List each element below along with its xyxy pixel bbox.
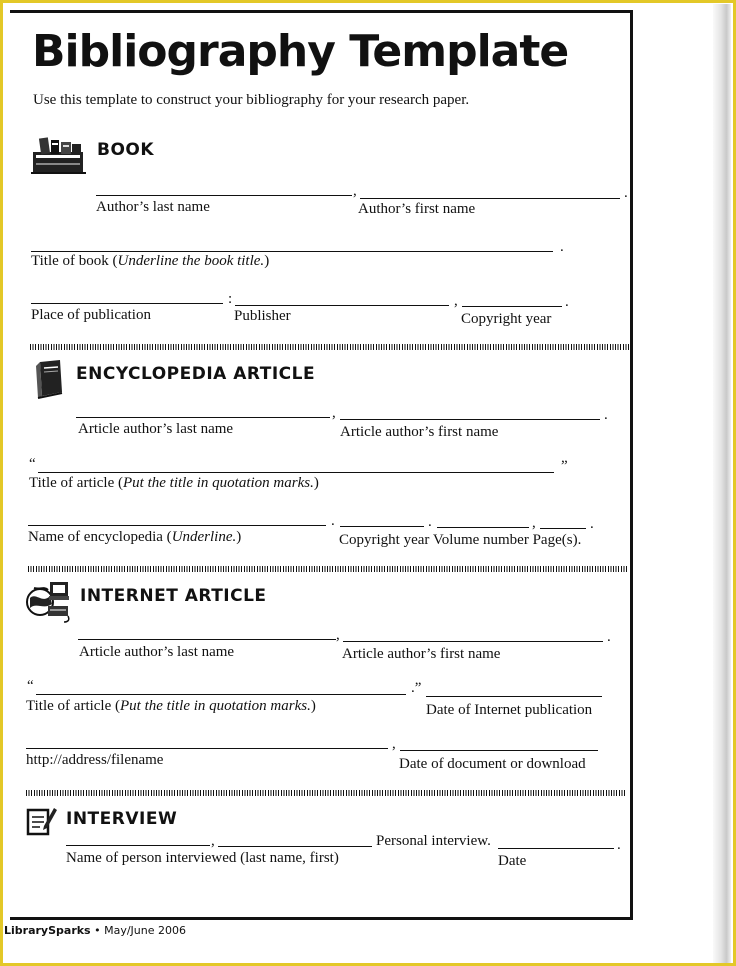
interview-person-last-line[interactable] — [66, 845, 210, 846]
period: . — [565, 294, 569, 310]
book-heading: BOOK — [97, 140, 155, 160]
internet-heading: INTERNET ARTICLE — [80, 586, 267, 606]
book-publisher-label: Publisher — [234, 308, 291, 324]
int-address-label: http://address/filename — [26, 752, 164, 768]
int-title-label: Title of article (Put the title in quotation marks.) — [26, 698, 316, 714]
book-title-label: Title of book (Underline the book title.) — [31, 253, 270, 269]
int-author-first-line[interactable] — [343, 641, 603, 642]
int-pub-date-label: Date of Internet publication — [426, 702, 593, 718]
intro-text: Use this template to construct your bibliography for your research paper. — [33, 92, 470, 108]
book-copyright-label: Copyright year — [461, 311, 552, 327]
footer-bullet: • — [94, 924, 101, 937]
footer-credit — [4, 924, 186, 937]
notepad-pencil-icon — [24, 804, 58, 838]
book-place-label: Place of publication — [31, 307, 151, 323]
comma: , — [211, 833, 215, 849]
interview-date-line[interactable] — [498, 848, 614, 849]
int-title-line[interactable] — [36, 694, 406, 695]
enc-copyright-line[interactable] — [340, 526, 424, 527]
enc-details-label: Copyright year Volume number Page(s). — [339, 532, 582, 548]
interview-person-label: Name of person interviewed (last name, first) — [66, 850, 339, 866]
footer-issue: May/June 2006 — [104, 924, 187, 937]
period: . — [590, 516, 594, 532]
comma: , — [454, 293, 458, 309]
open-quote: “ — [29, 456, 36, 472]
period: . — [607, 629, 611, 645]
comma: , — [392, 736, 396, 752]
int-author-last-label: Article author’s last name — [79, 644, 235, 660]
period: . — [560, 239, 564, 255]
books-icon — [30, 132, 88, 176]
int-author-first-label: Article author’s first name — [342, 646, 501, 662]
enc-volume-line[interactable] — [437, 527, 529, 528]
section-divider — [26, 790, 626, 796]
period: . — [624, 185, 628, 201]
open-quote: “ — [27, 678, 34, 694]
enc-name-line[interactable] — [28, 525, 326, 526]
encyclopedia-heading: ENCYCLOPEDIA ARTICLE — [76, 364, 316, 384]
int-author-last-line[interactable] — [78, 639, 336, 640]
enc-author-last-label: Article author’s last name — [78, 421, 234, 437]
comma: , — [336, 627, 340, 643]
computer-globe-icon — [24, 578, 72, 624]
period: . — [617, 837, 621, 853]
book-publisher-line[interactable] — [235, 305, 449, 306]
int-download-date-label: Date of document or download — [399, 756, 586, 772]
period: . — [604, 407, 608, 423]
int-download-date-line[interactable] — [400, 750, 598, 751]
colon: : — [228, 291, 233, 307]
section-divider — [30, 344, 630, 350]
section-divider — [28, 566, 628, 572]
period: . — [428, 514, 432, 530]
enc-pages-line[interactable] — [540, 528, 586, 529]
comma: , — [532, 515, 536, 531]
page-edge-shadow — [713, 4, 731, 964]
book-author-first-label: Author’s first name — [358, 201, 476, 217]
enc-title-label: Title of article (Put the title in quotation marks.) — [29, 475, 319, 491]
enc-author-first-line[interactable] — [340, 419, 600, 420]
interview-heading: INTERVIEW — [66, 809, 178, 829]
book-place-line[interactable] — [31, 303, 223, 304]
footer-brand: LibrarySparks — [4, 924, 91, 937]
book-title-line[interactable] — [31, 251, 553, 252]
encyclopedia-book-icon — [30, 358, 70, 400]
enc-author-first-label: Article author’s first name — [340, 424, 499, 440]
enc-author-last-line[interactable] — [76, 417, 330, 418]
int-pub-date-line[interactable] — [426, 696, 602, 697]
enc-name-label: Name of encyclopedia (Underline.) — [28, 529, 242, 545]
book-author-last-label: Author’s last name — [96, 199, 210, 215]
int-address-line[interactable] — [26, 748, 388, 749]
comma: , — [332, 405, 336, 421]
book-author-first-line[interactable] — [360, 198, 620, 199]
page-title: Bibliography Template — [32, 26, 569, 77]
interview-inline-text: Personal interview. — [376, 833, 491, 849]
book-author-last-line[interactable] — [96, 195, 352, 196]
interview-date-label: Date — [498, 853, 527, 869]
enc-title-line[interactable] — [38, 472, 554, 473]
close-quote: ” — [561, 458, 568, 474]
book-copyright-line[interactable] — [462, 306, 562, 307]
period: . — [331, 513, 335, 529]
interview-person-first-line[interactable] — [218, 846, 372, 847]
comma: , — [353, 183, 357, 199]
close-quote-period: .” — [411, 680, 422, 696]
